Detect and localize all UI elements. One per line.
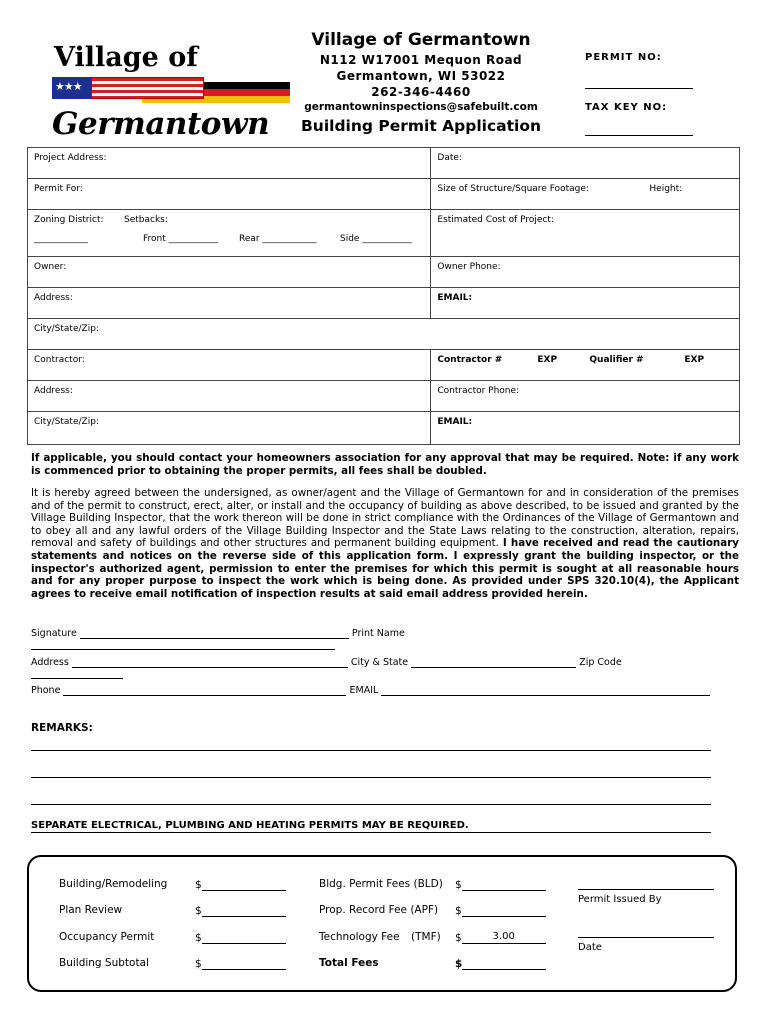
star-icon: ★★★ <box>55 80 82 93</box>
zoning-setbacks-field[interactable] <box>28 210 431 257</box>
owner-row <box>28 257 740 288</box>
owner-email-label: EMAIL: <box>437 293 473 303</box>
contractor-row <box>28 350 740 381</box>
zip-code-label: Zip Code <box>579 657 622 668</box>
zip-code-field[interactable] <box>31 668 123 679</box>
bldg-permit-fees-amount[interactable] <box>455 878 546 891</box>
project-row <box>28 148 740 179</box>
signature-field[interactable] <box>80 628 349 639</box>
project-address-label: Project Address: <box>34 153 107 163</box>
technology-fee-label: Technology Fee <box>319 931 400 943</box>
header-email: germantowninspections@safebuilt.com <box>304 101 538 113</box>
size-height-field[interactable] <box>431 179 740 210</box>
total-fees-amount[interactable] <box>455 957 546 970</box>
dollar-sign: $ <box>195 958 202 970</box>
permit-no-label: PERMIT NO: <box>585 52 662 63</box>
estimated-cost-label: Estimated Cost of Project: <box>437 215 554 225</box>
address-field[interactable] <box>72 657 348 668</box>
tmf-label: (TMF) <box>411 931 441 943</box>
address-label: Address <box>31 657 69 668</box>
owner-address-label: Address: <box>34 293 73 303</box>
zoning-district-blank[interactable]: ____________ <box>34 234 88 244</box>
city-state-label: City & State <box>350 657 409 668</box>
permit-for-label: Permit For: <box>34 184 83 194</box>
phone-label: Phone <box>31 685 61 696</box>
address-row <box>31 657 711 679</box>
contractor-email-label: EMAIL: <box>437 417 473 427</box>
building-subtotal-amount[interactable] <box>195 957 286 970</box>
contractor-city-field[interactable] <box>28 412 431 445</box>
email-label: EMAIL <box>349 685 379 696</box>
building-remodeling-amount[interactable] <box>195 878 286 891</box>
owner-address-field[interactable] <box>28 288 431 319</box>
owner-phone-label: Owner Phone: <box>437 262 501 272</box>
agreement-text <box>31 487 739 600</box>
contractor-label: Contractor: <box>34 355 85 365</box>
contractor-numbers-field[interactable] <box>431 350 740 381</box>
email-field[interactable] <box>381 685 710 696</box>
dollar-sign: $ <box>455 958 463 970</box>
date-label: Date: <box>437 153 462 163</box>
agreement-plain: It is hereby agreed between the undersigned, as owner/agent and the Village of Germantown for and in consideration of the premises and of the permit to construct, erect, alter, or install and the occupancy of building as above described, to be issued and granted by the Village Building Inspector, that the work thereon will be done in strict compliance with the Ordinances of the Village of Germantown and to obey all and any lawful orders of the Village Building Inspector and the State Laws relating to the construction, alteration, repairs, removal and safety of buildings and other structures and permanent building equipment. <box>31 487 739 550</box>
header-title: Village of Germantown <box>311 30 531 50</box>
contractor-field[interactable] <box>28 350 431 381</box>
occupancy-permit-label: Occupancy Permit <box>59 931 155 943</box>
height-label: Height: <box>649 184 683 194</box>
remarks-line-1[interactable] <box>31 750 711 751</box>
city-state-field[interactable] <box>411 657 576 668</box>
remarks-label: REMARKS: <box>31 722 93 734</box>
owner-city-row <box>28 319 740 350</box>
prop-record-fee-label: Prop. Record Fee (APF) <box>319 904 439 916</box>
contractor-email-field[interactable] <box>431 412 740 445</box>
owner-label: Owner: <box>34 262 67 272</box>
size-of-structure-label: Size of Structure/Square Footage: <box>437 184 589 194</box>
building-remodeling-label: Building/Remodeling <box>59 878 168 890</box>
header-phone: 262-346-4460 <box>371 85 471 99</box>
plan-review-amount[interactable] <box>195 904 286 917</box>
contractor-city-row <box>28 412 740 445</box>
phone-field[interactable] <box>63 685 346 696</box>
setback-front[interactable]: Front ___________ <box>143 234 219 244</box>
date-field[interactable] <box>431 148 740 179</box>
qualifier-exp-label: EXP <box>684 355 705 365</box>
dollar-sign: $ <box>195 905 202 917</box>
contractor-address-label: Address: <box>34 386 73 396</box>
permit-for-field[interactable] <box>28 179 431 210</box>
separate-permits-notice <box>31 820 711 833</box>
signature-row <box>31 628 711 650</box>
owner-city-label: City/State/Zip: <box>34 324 99 334</box>
header-address1: N112 W17001 Mequon Road <box>319 53 523 67</box>
qualifier-number-label: Qualifier # <box>589 355 644 365</box>
total-fees-label: Total Fees <box>319 957 379 969</box>
bldg-permit-fees-label: Bldg. Permit Fees (BLD) <box>319 878 443 890</box>
contractor-address-field[interactable] <box>28 381 431 412</box>
hoa-notice: If applicable, you should contact your homeowners association for any approval that may be required. Note: if any work is commenced prior to obtaining the proper permits, all fees shall be doubled. <box>31 452 739 477</box>
zoning-row <box>28 210 740 257</box>
owner-city-field[interactable] <box>28 319 740 350</box>
permit-no-field[interactable] <box>585 88 693 89</box>
print-name-field[interactable] <box>31 639 335 650</box>
issued-date-label: Date <box>578 942 602 953</box>
technology-fee-amount[interactable] <box>455 931 546 944</box>
contractor-address-row <box>28 381 740 412</box>
owner-field[interactable] <box>28 257 431 288</box>
tax-key-label: TAX KEY NO: <box>585 102 668 113</box>
occupancy-permit-amount[interactable] <box>195 931 286 944</box>
plan-review-label: Plan Review <box>59 904 123 916</box>
building-subtotal-label: Building Subtotal <box>59 957 149 969</box>
permit-issued-by-label: Permit Issued By <box>578 894 662 905</box>
owner-address-row <box>28 288 740 319</box>
dollar-sign: $ <box>455 905 462 917</box>
dollar-sign: $ <box>455 932 462 944</box>
contractor-phone-label: Contractor Phone: <box>437 386 520 396</box>
separate-permits-text: SEPARATE ELECTRICAL, PLUMBING AND HEATING PERMITS MAY BE REQUIRED. <box>31 820 469 831</box>
contractor-phone-field[interactable] <box>431 381 740 412</box>
header-address2: Germantown, WI 53022 <box>336 69 506 83</box>
logo-line1: Village of <box>54 42 198 73</box>
form-title: Building Permit Application <box>300 117 542 135</box>
permit-for-row <box>28 179 740 210</box>
contractor-number-label: Contractor # <box>437 355 503 365</box>
dollar-sign: $ <box>195 932 202 944</box>
agreement-bold: I have received and read the cautionary statements and notices on the reverse side of this application form. I expressly grant the building inspector, or the inspector's authorized agent, permission to enter the premises for which this permit is sought at all reasonable hours and for any proper purpose to inspect the work which is being done. As provided under SPS 320.10(4), the Applicant agrees to receive email notification of inspection results at said email address provided herein. <box>31 537 739 600</box>
print-name-label: Print Name <box>351 628 405 639</box>
dollar-sign: $ <box>455 879 462 891</box>
technology-fee-value: 3.00 <box>492 931 515 942</box>
contractor-city-label: City/State/Zip: <box>34 417 99 427</box>
permit-issued-by-field[interactable] <box>578 889 714 890</box>
phone-row <box>31 685 711 696</box>
owner-email-field[interactable] <box>431 288 740 319</box>
remarks-line-3[interactable] <box>31 804 711 805</box>
logo-line2: Germantown <box>52 106 270 142</box>
prop-record-fee-amount[interactable] <box>455 904 546 917</box>
owner-phone-field[interactable] <box>431 257 740 288</box>
village-logo-flag <box>52 77 290 104</box>
setbacks-label: Setbacks: <box>124 215 168 225</box>
zoning-district-label: Zoning District: <box>34 215 104 225</box>
fees-box <box>27 855 737 992</box>
setback-side[interactable]: Side ___________ <box>340 234 412 244</box>
application-form-table <box>27 147 740 445</box>
setback-rear[interactable]: Rear ____________ <box>239 234 317 244</box>
issued-date-field[interactable] <box>578 937 714 938</box>
signature-label: Signature <box>31 628 77 639</box>
project-address-field[interactable] <box>28 148 431 179</box>
remarks-line-2[interactable] <box>31 777 711 778</box>
tax-key-field[interactable] <box>585 135 693 136</box>
estimated-cost-field[interactable] <box>431 210 740 257</box>
dollar-sign: $ <box>195 879 202 891</box>
contractor-exp-label: EXP <box>537 355 558 365</box>
